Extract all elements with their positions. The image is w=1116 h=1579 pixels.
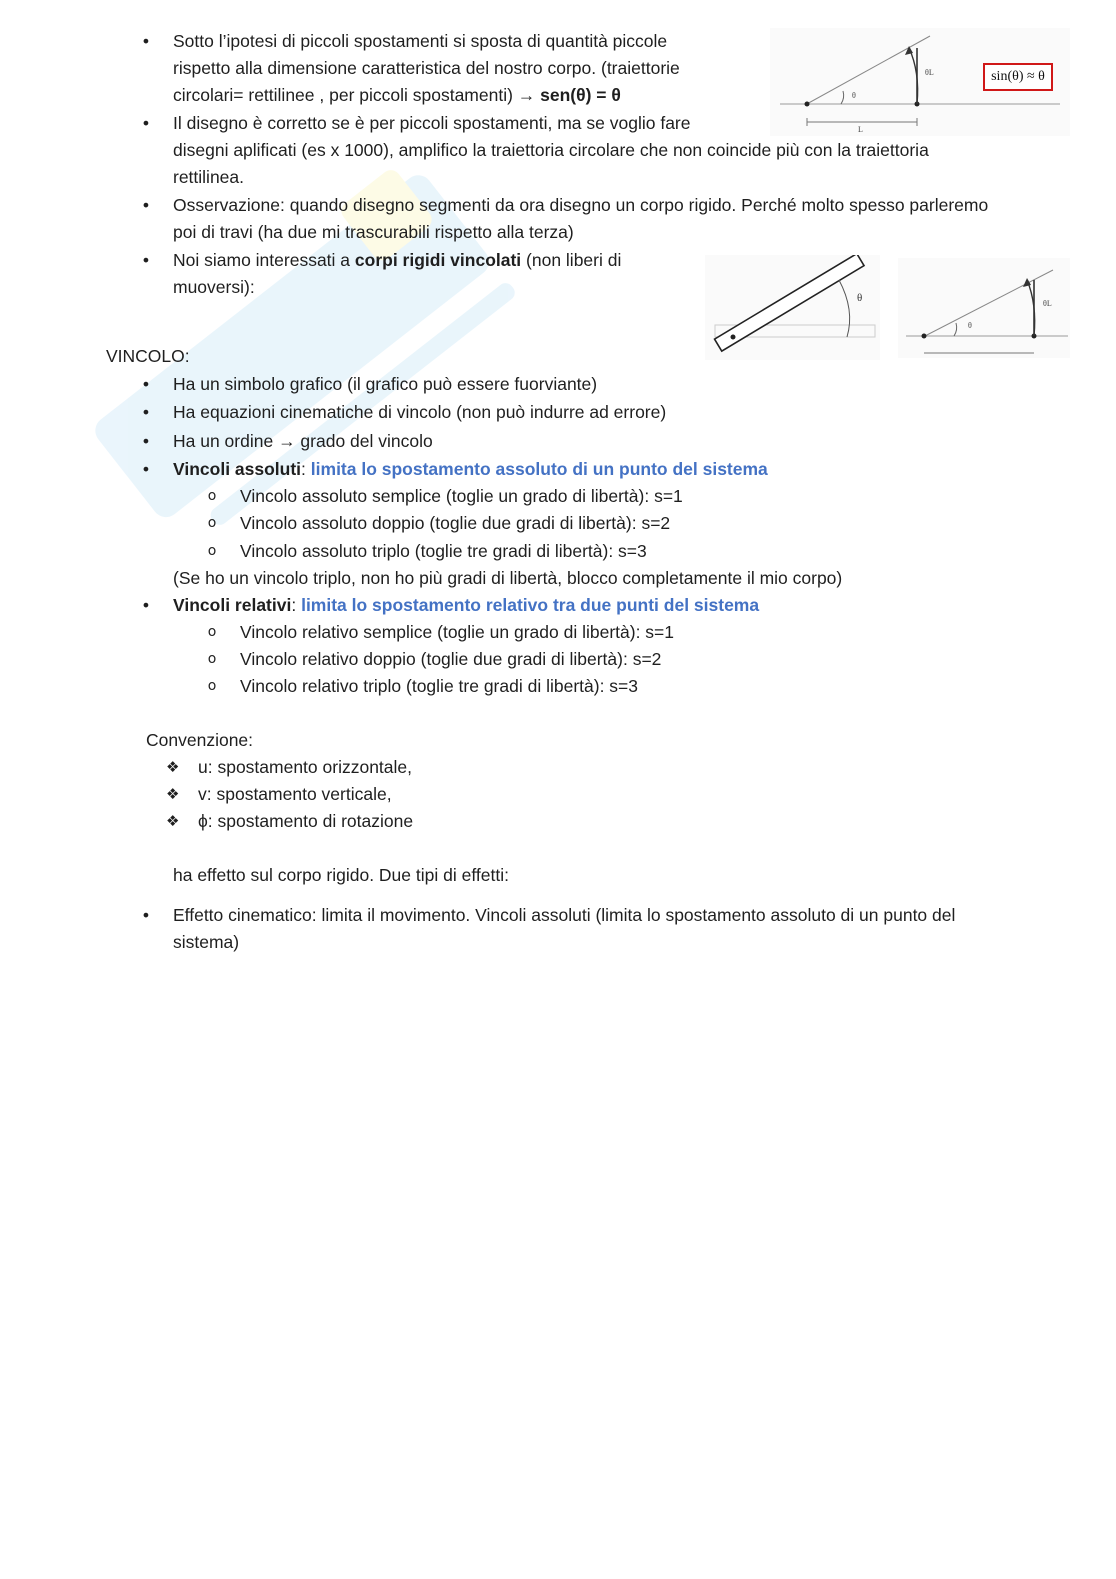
sub-list-item: Vincolo assoluto semplice (toglie un grado di libertà): s=1 [240,486,683,506]
separator: : [291,595,302,615]
diamond-bullet-icon: ❖ [166,785,180,803]
term-vincoli-relativi: Vincoli relativi [173,595,292,615]
convention-item: ϕ: spostamento di rotazione [198,811,414,831]
circle-bullet-icon: o [207,488,217,504]
convention-item: u: spostamento orizzontale, [198,757,413,777]
bullet-icon: • [142,250,150,270]
paragraph-line: sistema) [173,932,240,952]
paragraph-line: rispetto alla dimensione caratteristica del nostro corpo. (traiettorie [173,58,680,78]
paragraph-text: Noi siamo interessati a [173,250,355,270]
bullet-icon: • [142,431,150,451]
list-item: Ha equazioni cinematiche di vincolo (non può indurre ad errore) [173,402,667,422]
fig1-thetal-label: θL [925,68,934,77]
circle-bullet-icon: o [207,678,217,694]
convention-item: v: spostamento verticale, [198,784,392,804]
sub-list-item: Vincolo assoluto triplo (toglie tre gradi di libertà): s=3 [240,541,647,561]
term-vincoli-assoluti: Vincoli assoluti [173,459,302,479]
figure-small-displacement-2 [898,258,1070,358]
list-item-relativi [173,592,759,619]
list-item-assoluti [173,456,768,483]
sub-list-item: Vincolo assoluto doppio (toglie due gradi di libertà): s=2 [240,513,671,533]
bullet-icon: • [142,113,150,133]
circle-bullet-icon: o [207,515,217,531]
bullet-icon: • [142,31,150,51]
bullet-icon: • [142,374,150,394]
formula-sin-approx: sin(θ) ≈ θ [983,63,1053,91]
paragraph-text: (non liberi di [521,250,622,270]
fig3-theta-label: θ [968,321,972,330]
sub-list-item: Vincolo relativo semplice (toglie un grado di libertà): s=1 [240,622,675,642]
formula-sen-theta: sen(θ) = θ [540,85,621,105]
figure-rotated-beam [705,255,880,360]
paragraph-line: rettilinea. [173,167,245,187]
paragraph-line: disegni aplificati (es x 1000), amplifico la traiettoria circolare che non coincide più con la traiettoria [173,140,929,160]
diamond-bullet-icon: ❖ [166,812,180,830]
list-item: Ha un ordine → grado del vincolo [173,431,433,451]
section-heading-convenzione: Convenzione: [146,730,254,750]
fig3-thetal-label: θL [1043,299,1052,308]
paragraph-line: poi di travi (ha due mi trascurabili rispetto alla terza) [173,222,574,242]
definition-relativi: limita lo spostamento relativo tra due punti del sistema [301,595,760,615]
paragraph-text: circolari= rettilinee , per piccoli spostamenti) → [173,85,541,105]
paragraph-bold: corpi rigidi vincolati [354,250,522,270]
fig1-length-label: L [858,125,863,134]
bullet-icon: • [142,595,150,615]
paragraph-line: Osservazione: quando disegno segmenti da ora disegno un corpo rigido. Perché molto spesso parleremo [173,195,989,215]
separator: : [301,459,311,479]
circle-bullet-icon: o [207,651,217,667]
paragraph-line: muoversi): [173,277,255,297]
sub-list-item: Vincolo relativo triplo (toglie tre gradi di libertà): s=3 [240,676,638,696]
definition-assoluti: limita lo spostamento assoluto di un punto del sistema [310,459,768,479]
paragraph-line: ha effetto sul corpo rigido. Due tipi di effetti: [173,865,509,885]
sub-list-item: Vincolo relativo doppio (toglie due gradi di libertà): s=2 [240,649,662,669]
paragraph-line [173,247,621,274]
note-text: (Se ho un vincolo triplo, non ho più gradi di libertà, blocco completamente il mio corpo) [173,568,843,588]
section-heading-vincolo: VINCOLO: [106,346,190,366]
paragraph-line [173,82,621,109]
circle-bullet-icon: o [207,543,217,559]
paragraph-line: Sotto l’ipotesi di piccoli spostamenti si sposta di quantità piccole [173,31,668,51]
bullet-icon: • [142,459,150,479]
bullet-icon: • [142,402,150,422]
bullet-icon: • [142,905,150,925]
list-item: Ha un simbolo grafico (il grafico può essere fuorviante) [173,374,598,394]
circle-bullet-icon: o [207,624,217,640]
paragraph-line: Effetto cinematico: limita il movimento. Vincoli assoluti (limita lo spostamento assoluto di un punto del [173,905,956,925]
fig2-theta-label: θ [857,292,863,304]
paragraph-line: Il disegno è corretto se è per piccoli spostamenti, ma se voglio fare [173,113,691,133]
diamond-bullet-icon: ❖ [166,758,180,776]
fig1-theta-label: θ [852,91,856,100]
bullet-icon: • [142,195,150,215]
